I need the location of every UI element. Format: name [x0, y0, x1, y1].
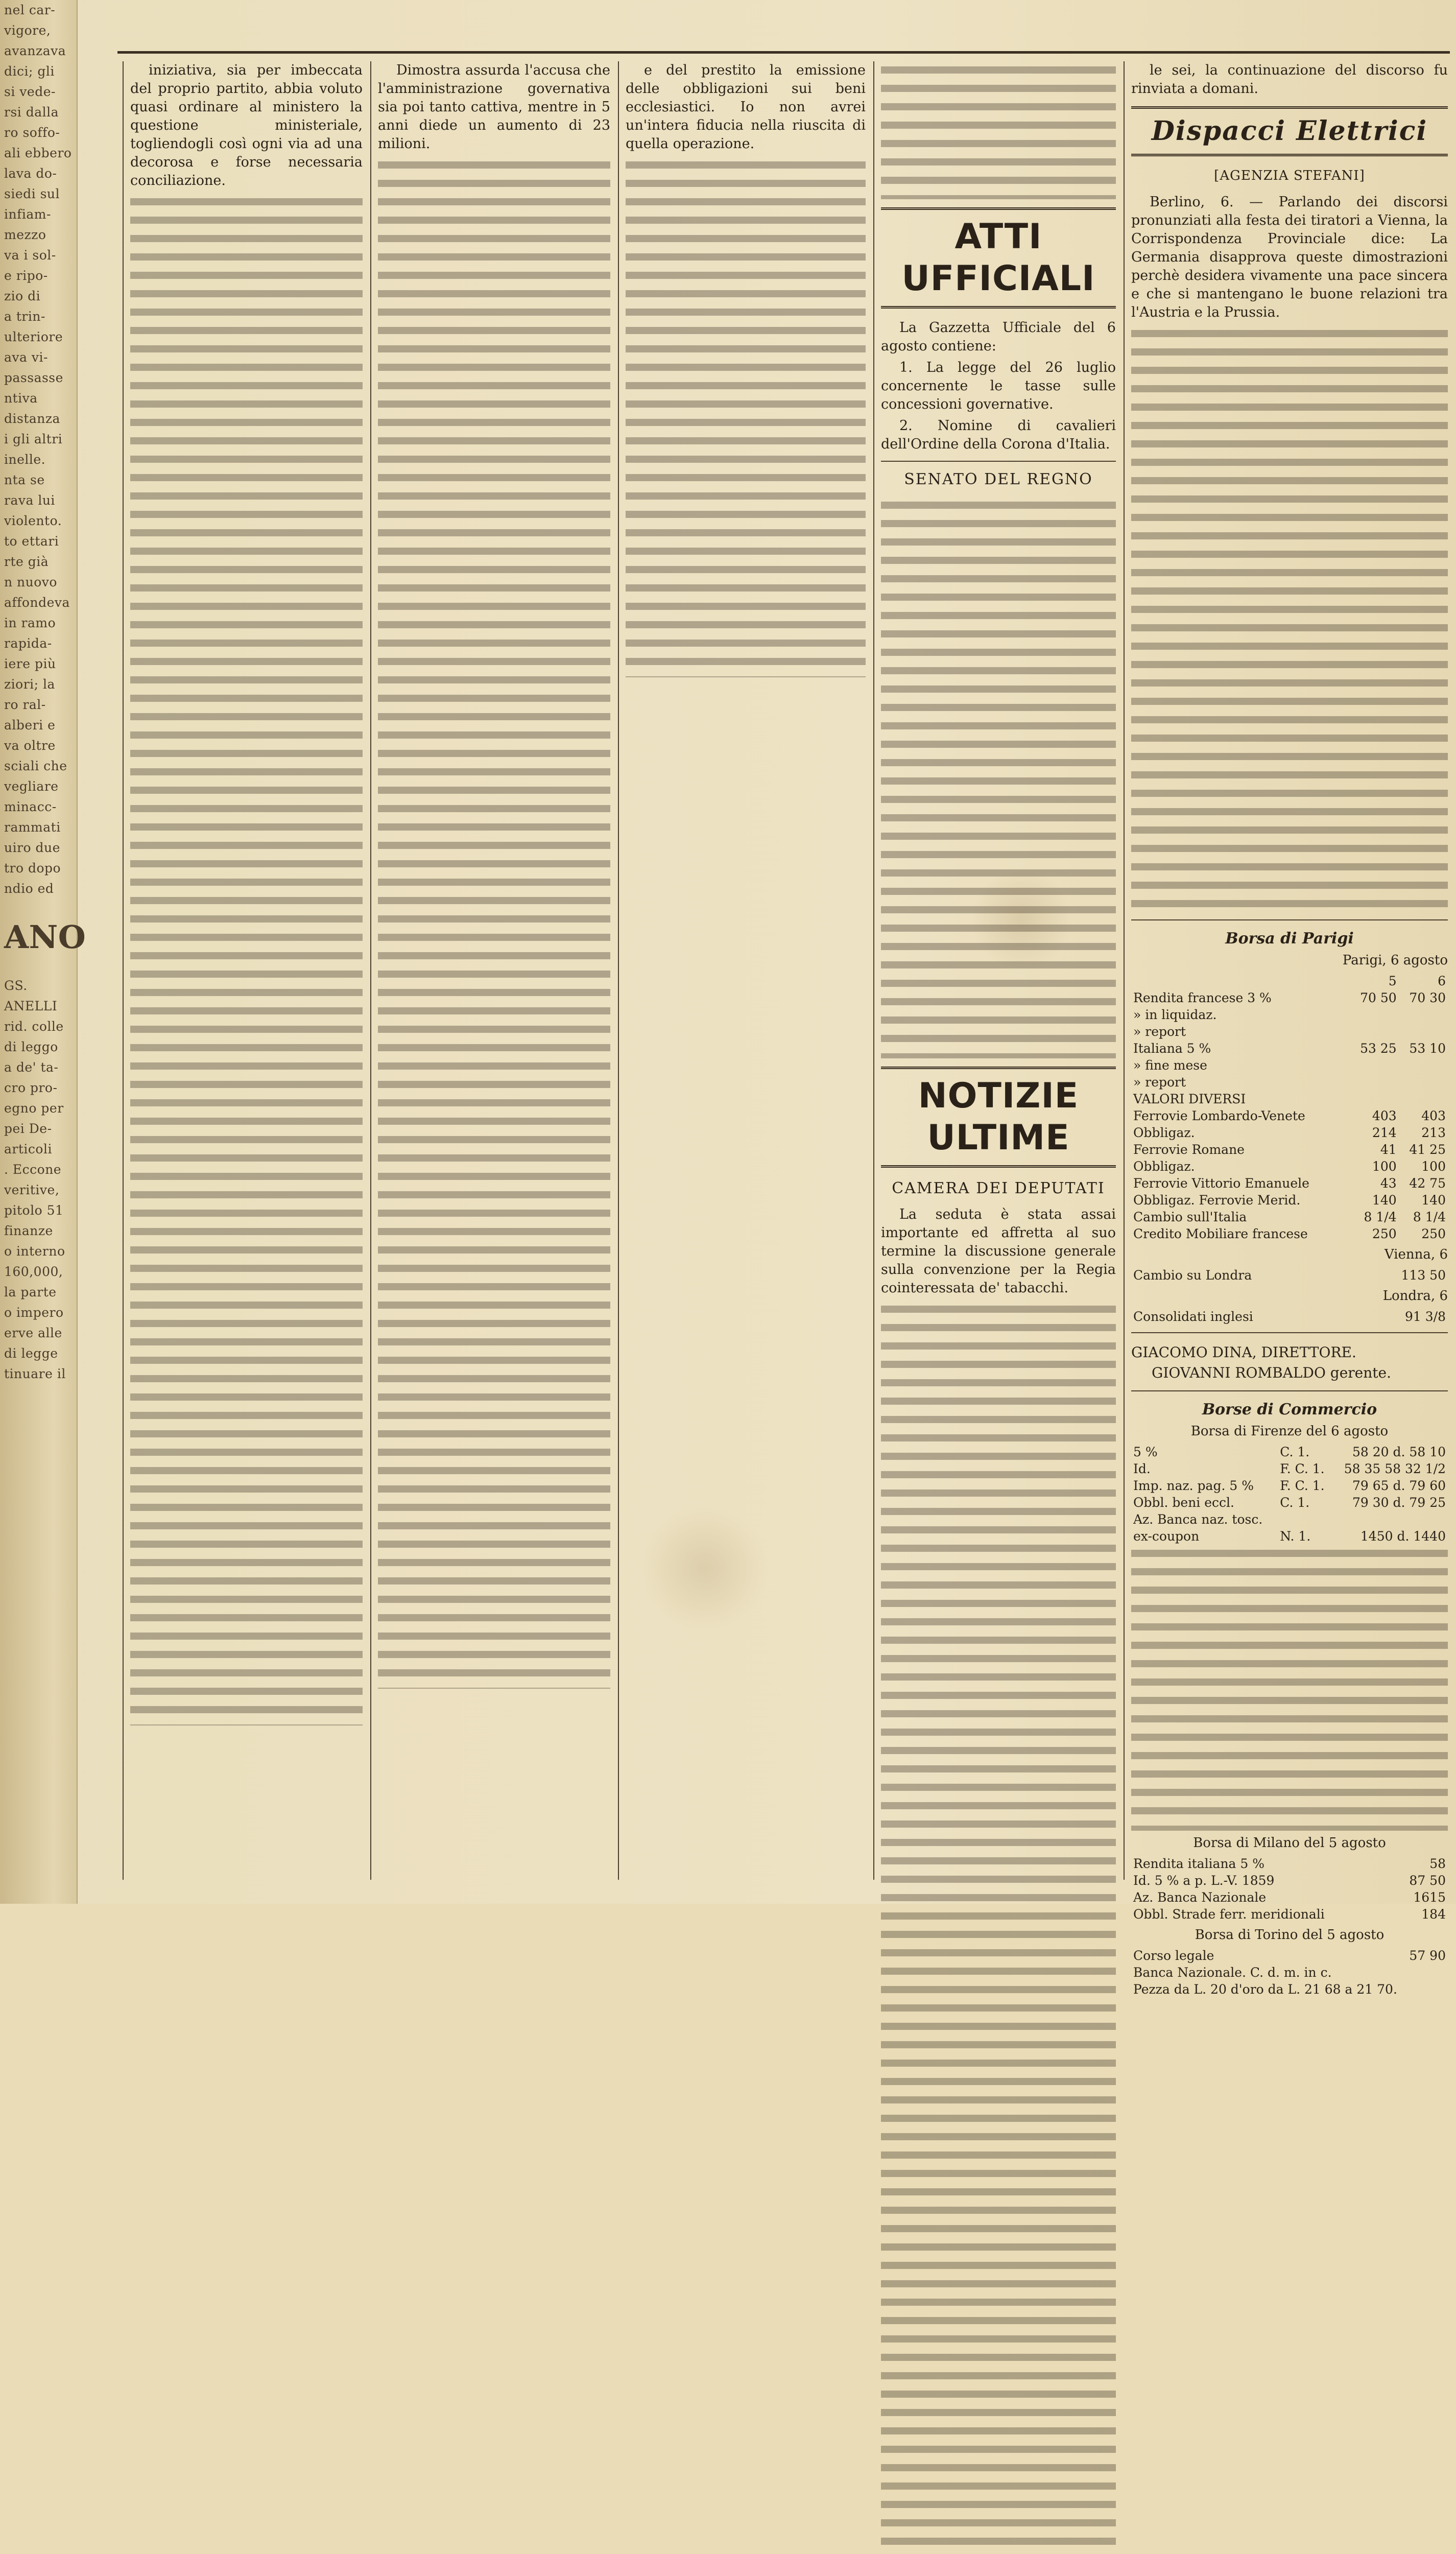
cambio-value: 113 50	[1401, 1268, 1446, 1283]
spine-masthead-fragment: ANO	[4, 918, 86, 956]
spine-fragment: ndio ed	[4, 881, 54, 896]
consolidati-table	[1131, 1308, 1448, 1325]
spine-fragment: in ramo	[4, 616, 56, 630]
parigi-value-5	[1349, 1057, 1398, 1074]
parigi-value-5: 43	[1380, 1176, 1397, 1191]
spine-fragment: siedi sul	[4, 186, 60, 201]
parigi-row	[1131, 1141, 1448, 1158]
spine-fragment: ulteriore	[4, 329, 63, 344]
londra-date: Londra, 6	[1382, 1288, 1448, 1304]
parigi-value-5: 250	[1372, 1226, 1397, 1241]
parigi-value-6: 140	[1421, 1193, 1446, 1208]
firenze-value: 79 65 d. 79 60	[1352, 1478, 1446, 1493]
firenze-label: Id.	[1133, 1461, 1151, 1476]
column-4-top-text	[881, 61, 1116, 199]
spine-fragment: tro dopo	[4, 861, 61, 876]
spine-fragment: violento.	[4, 513, 62, 528]
column-3-body-text	[626, 156, 866, 677]
atti-intro: La Gazzetta Ufficiale del 6 agosto contiene:	[881, 320, 1116, 354]
spine-fragment: passasse	[4, 370, 63, 385]
milano-row	[1131, 1906, 1448, 1923]
agency-label: [AGENZIA STEFANI]	[1214, 168, 1365, 183]
spine-fragment: zio di	[4, 289, 41, 303]
milano-row	[1131, 1889, 1448, 1906]
cambio-label: Cambio su Londra	[1133, 1268, 1252, 1283]
spine-fragments-2	[0, 976, 77, 1384]
spine-fragment: minacc-	[4, 799, 57, 814]
spine-fragment: sciali che	[4, 759, 67, 773]
parigi-row	[1131, 1175, 1448, 1192]
borse-commercio-heading: Borse di Commercio	[1202, 1401, 1377, 1418]
parigi-label: » report	[1133, 1075, 1186, 1090]
firenze-label: ex-coupon	[1133, 1529, 1200, 1544]
firenze-row	[1131, 1460, 1448, 1477]
firenze-row	[1131, 1494, 1448, 1511]
parigi-label: Rendita francese 3 %	[1133, 990, 1272, 1005]
firenze-type: C. 1.	[1280, 1495, 1310, 1510]
column-3	[626, 61, 866, 1880]
torino-value	[1406, 1964, 1448, 1981]
column-rule	[618, 61, 619, 1880]
spine-fragment: va i sol-	[4, 248, 56, 263]
parigi-row	[1131, 1192, 1448, 1209]
spine-fragment: inelle.	[4, 452, 46, 467]
spine-fragment: ANELLI	[4, 999, 58, 1013]
column-rule	[370, 61, 371, 1880]
spine-fragment: veritive,	[4, 1183, 60, 1197]
column-rule	[1124, 61, 1125, 1880]
spine-fragment: vegliare	[4, 779, 59, 794]
parigi-value-5: 214	[1372, 1125, 1397, 1140]
spine-fragment: la parte	[4, 1285, 57, 1299]
spine-fragment: GS.	[4, 978, 28, 993]
first-dispatch: Berlino, 6. — Parlando dei discorsi pronunziati alla festa dei tiratori a Vienna, la Corrispondenza Provinciale dice: La Germania disapprova queste dimostrazioni perchè desidera vivamente una pace sincera e che si mantengano le buone relazioni tra l'Austria e la Prussia.	[1131, 194, 1448, 320]
parigi-value-6	[1399, 1091, 1448, 1107]
left-page-edge	[0, 0, 86, 1904]
torino-row	[1131, 1947, 1448, 1964]
firenze-row	[1131, 1477, 1448, 1494]
firenze-type: F. C. 1.	[1280, 1461, 1325, 1476]
parigi-label: Ferrovie Lombardo-Venete	[1133, 1108, 1305, 1123]
firenze-row	[1131, 1511, 1448, 1528]
parigi-value-5: 100	[1372, 1159, 1397, 1174]
firenze-value	[1331, 1511, 1448, 1528]
parigi-value-6: 213	[1421, 1125, 1446, 1140]
spine-fragment: va oltre	[4, 738, 56, 753]
director-name: GIACOMO DINA, DIRETTORE.	[1131, 1344, 1356, 1361]
firenze-row	[1131, 1528, 1448, 1545]
spine-fragment: ro soffo-	[4, 125, 60, 140]
spine-fragment: ziori; la	[4, 677, 55, 692]
milano-label: Id. 5 % a p. L.-V. 1859	[1133, 1873, 1275, 1888]
consolidati-row	[1131, 1308, 1448, 1325]
spine-fragment: si vede-	[4, 84, 56, 99]
parigi-row	[1131, 1006, 1448, 1023]
parigi-value-6: 403	[1421, 1108, 1446, 1123]
column-3-lead: e del prestito la emissione delle obbligazioni sui beni ecclesiastici. Io non avrei un'intera fiducia nella riuscita di quella operazione.	[626, 62, 866, 152]
spine-fragment: affondeva	[4, 595, 70, 610]
spine-fragment: e ripo-	[4, 268, 48, 283]
spine-fragment: nel car-	[4, 3, 56, 17]
parigi-label: » fine mese	[1133, 1058, 1207, 1073]
milano-header: Borsa di Milano del 5 agosto	[1193, 1835, 1386, 1851]
spine-fragment: finanze	[4, 1223, 53, 1238]
firenze-type: F. C. 1.	[1280, 1478, 1325, 1493]
parigi-row	[1131, 1091, 1448, 1107]
camera-body-text	[881, 1300, 1116, 2554]
borsa-parigi-heading: Borsa di Parigi	[1225, 930, 1354, 948]
dispatches-body-text	[1131, 325, 1448, 912]
parigi-row	[1131, 1107, 1448, 1124]
parigi-days-row	[1131, 973, 1448, 989]
torino-table	[1131, 1947, 1448, 1998]
firenze-label: Obbl. beni eccl.	[1133, 1495, 1234, 1510]
torino-value	[1406, 1981, 1448, 1998]
parigi-value-6: 70 30	[1409, 990, 1446, 1005]
column-5-lead: le sei, la continuazione del discorso fu rinviata a domani.	[1131, 62, 1448, 97]
spine-fragment: n nuovo	[4, 575, 57, 589]
spine-fragment: egno per	[4, 1101, 64, 1116]
parigi-value-6	[1399, 1006, 1448, 1023]
milano-row	[1131, 1872, 1448, 1889]
torino-header: Borsa di Torino del 5 agosto	[1195, 1927, 1385, 1943]
parigi-day-2: 6	[1438, 974, 1446, 988]
firenze-table	[1131, 1444, 1448, 1545]
spine-fragment: a de' ta-	[4, 1060, 59, 1075]
spine-fragment: . Eccone	[4, 1162, 62, 1177]
parigi-value-5	[1349, 1006, 1398, 1023]
spine-fragment: o impero	[4, 1305, 64, 1320]
torino-row	[1131, 1964, 1448, 1981]
parigi-value-5: 140	[1372, 1193, 1397, 1208]
spine-fragment: vigore,	[4, 23, 51, 38]
column-2-lead: Dimostra assurda l'accusa che l'amministrazione governativa sia poi tanto cattiva, mentre in 5 anni diede un aumento di 23 milioni.	[378, 62, 610, 152]
torino-label: Banca Nazionale. C. d. m. in c.	[1133, 1965, 1332, 1980]
parigi-row	[1131, 1040, 1448, 1057]
milano-table	[1131, 1855, 1448, 1923]
dispacci-heading: Dispacci Elettrici	[1131, 106, 1448, 156]
parigi-value-5	[1349, 1023, 1398, 1040]
parigi-row	[1131, 989, 1448, 1006]
column-rule	[873, 61, 874, 1880]
parigi-value-6: 53 10	[1409, 1041, 1446, 1056]
parigi-label: » in liquidaz.	[1133, 1007, 1217, 1022]
notizie-ultime-heading: NOTIZIE ULTIME	[881, 1067, 1116, 1168]
parigi-label: Obbligaz.	[1133, 1159, 1195, 1174]
spine-fragment: ro ral-	[4, 697, 46, 712]
parigi-date: Parigi, 6 agosto	[1342, 953, 1448, 968]
milano-value: 1615	[1413, 1890, 1446, 1905]
parigi-label: Credito Mobiliare francese	[1133, 1226, 1308, 1241]
spine-fragment: ntiva	[4, 391, 38, 406]
firenze-type	[1278, 1511, 1331, 1528]
parigi-value-6: 250	[1421, 1226, 1446, 1241]
firenze-row	[1131, 1444, 1448, 1460]
cambio-row	[1131, 1267, 1448, 1284]
spine-fragment: rsi dalla	[4, 105, 59, 120]
spine-fragment: i gli altri	[4, 432, 63, 446]
spine-fragment: 160,000,	[4, 1264, 63, 1279]
parigi-label: Obbligaz.	[1133, 1125, 1195, 1140]
column-1-lead: iniziativa, sia per imbeccata del proprio partito, abbia voluto quasi ordinare al ministero la questione ministeriale, togliendogli così ogni via ad una decorosa e forse necessaria conciliazione.	[130, 62, 363, 188]
spine-fragment: di leggo	[4, 1039, 58, 1054]
spine-fragment: dici; gli	[4, 64, 55, 79]
spine-fragment: di legge	[4, 1346, 58, 1361]
parigi-value-5	[1349, 1074, 1398, 1091]
firenze-label: 5 %	[1133, 1445, 1158, 1459]
torino-row	[1131, 1981, 1448, 1998]
spine-fragment: lava do-	[4, 166, 57, 181]
column-5	[1131, 61, 1448, 1997]
top-rule	[117, 51, 1450, 54]
london-exchange	[1131, 1267, 1448, 1284]
column-1-body-text	[130, 193, 363, 1725]
consolidati-label: Consolidati inglesi	[1133, 1309, 1253, 1324]
section-separator	[1131, 919, 1448, 920]
section-separator	[881, 461, 1116, 462]
senato-body-text	[881, 496, 1116, 1058]
spine-fragment: uiro due	[4, 840, 60, 855]
spine-fragment: cro pro-	[4, 1080, 58, 1095]
spine-fragment: mezzo	[4, 227, 46, 242]
spine-fragment: rte già	[4, 554, 49, 569]
firenze-value: 79 30 d. 79 25	[1352, 1495, 1446, 1510]
spine-fragment: rapida-	[4, 636, 52, 651]
firenze-label: Imp. naz. pag. 5 %	[1133, 1478, 1254, 1493]
spine-fragment: nta se	[4, 472, 45, 487]
firenze-type: C. 1.	[1280, 1445, 1310, 1459]
spine-fragment: erve alle	[4, 1326, 62, 1340]
atti-item-2: 2. Nomine di cavalieri dell'Ordine della Corona d'Italia.	[881, 418, 1116, 452]
firenze-label: Az. Banca naz. tosc.	[1133, 1512, 1263, 1527]
spine-fragment: infiam-	[4, 207, 51, 222]
parigi-label: Obbligaz. Ferrovie Merid.	[1133, 1193, 1301, 1208]
parigi-row	[1131, 1158, 1448, 1175]
parigi-table	[1131, 973, 1448, 1242]
firenze-type: N. 1.	[1280, 1529, 1311, 1544]
parigi-value-6: 41 25	[1409, 1142, 1446, 1157]
milano-row	[1131, 1855, 1448, 1872]
spine-fragment: to ettari	[4, 534, 59, 549]
milano-label: Obbl. Strade ferr. meridionali	[1133, 1907, 1325, 1922]
parigi-label: Italiana 5 %	[1133, 1041, 1211, 1056]
parigi-row	[1131, 1057, 1448, 1074]
camera-heading: CAMERA DEI DEPUTATI	[892, 1179, 1105, 1197]
section-separator	[1131, 1390, 1448, 1391]
parigi-label: Cambio sull'Italia	[1133, 1210, 1247, 1224]
manager-name: GIOVANNI ROMBALDO gerente.	[1152, 1364, 1391, 1381]
parigi-row	[1131, 1225, 1448, 1242]
parigi-row	[1131, 1023, 1448, 1040]
spine-fragment: ali ebbero	[4, 146, 72, 160]
column-2	[378, 61, 610, 1880]
parigi-row	[1131, 1074, 1448, 1091]
spine-fragment: distanza	[4, 411, 60, 426]
torino-label: Pezza da L. 20 d'oro da L. 21 68 a 21 70.	[1133, 1982, 1397, 1997]
milano-value: 58	[1429, 1856, 1446, 1871]
firenze-more-rows	[1131, 1545, 1448, 1831]
parigi-value-5: 403	[1372, 1108, 1397, 1123]
firenze-value: 58 20 d. 58 10	[1352, 1445, 1446, 1459]
parigi-value-6: 42 75	[1409, 1176, 1446, 1191]
column-4	[881, 61, 1116, 1880]
parigi-label: » report	[1133, 1024, 1186, 1039]
parigi-value-6: 8 1/4	[1413, 1210, 1446, 1224]
spine-fragment: alberi e	[4, 718, 56, 732]
spine-fragment: a trin-	[4, 309, 45, 324]
column-1	[130, 61, 363, 1880]
milano-value: 184	[1421, 1907, 1446, 1922]
spine-fragment: rammati	[4, 820, 61, 835]
spine-fragments	[0, 0, 77, 899]
spine-fragment: pitolo 51	[4, 1203, 64, 1218]
spine-fragment: ava vi-	[4, 350, 48, 365]
parigi-label: Ferrovie Vittorio Emanuele	[1133, 1176, 1309, 1191]
firenze-header: Borsa di Firenze del 6 agosto	[1190, 1424, 1389, 1439]
atti-ufficiali-heading: ATTI UFFICIALI	[881, 207, 1116, 309]
firenze-value: 1450 d. 1440	[1360, 1529, 1446, 1544]
milano-value: 87 50	[1409, 1873, 1446, 1888]
spine-fragment: o interno	[4, 1244, 65, 1259]
vienna-date: Vienna, 6	[1384, 1247, 1448, 1262]
spine-fragment: articoli	[4, 1142, 52, 1156]
consolidati-value: 91 3/8	[1405, 1309, 1446, 1324]
spine-fragment: tinuare il	[4, 1366, 66, 1381]
spine-fragment: iere più	[4, 656, 56, 671]
parigi-label: Ferrovie Romane	[1133, 1142, 1245, 1157]
parigi-value-6: 100	[1421, 1159, 1446, 1174]
parigi-row	[1131, 1124, 1448, 1141]
milano-label: Az. Banca Nazionale	[1133, 1890, 1267, 1905]
milano-label: Rendita italiana 5 %	[1133, 1856, 1265, 1871]
parigi-value-6	[1399, 1057, 1448, 1074]
parigi-value-5: 8 1/4	[1364, 1210, 1397, 1224]
spine-fragment: avanzava	[4, 43, 66, 58]
parigi-value-6	[1399, 1023, 1448, 1040]
parigi-value-5	[1349, 1091, 1398, 1107]
spine-fragment: pei De-	[4, 1121, 52, 1136]
torino-label: Corso legale	[1133, 1948, 1214, 1963]
parigi-value-6	[1399, 1074, 1448, 1091]
senato-heading: SENATO DEL REGNO	[904, 470, 1093, 488]
parigi-value-5: 41	[1380, 1142, 1397, 1157]
parigi-day-1: 5	[1388, 974, 1397, 988]
parigi-value-5: 70 50	[1360, 990, 1397, 1005]
column-2-body-text	[378, 156, 610, 1689]
parigi-value-5: 53 25	[1360, 1041, 1397, 1056]
camera-lead: La seduta è stata assai importante ed affretta al suo termine la discussione generale sulla convenzione per la Regia cointeressata de' tabacchi.	[881, 1207, 1116, 1296]
column-rule	[123, 61, 124, 1880]
parigi-label: VALORI DIVERSI	[1133, 1092, 1246, 1106]
firenze-value: 58 35 58 32 1/2	[1344, 1461, 1446, 1476]
torino-value: 57 90	[1409, 1948, 1446, 1963]
section-separator	[1131, 1332, 1448, 1333]
atti-item-1: 1. La legge del 26 luglio concernente le tasse sulle concessioni governative.	[881, 360, 1116, 412]
parigi-row	[1131, 1209, 1448, 1225]
spine-fragment: rid. colle	[4, 1019, 64, 1034]
spine-fragment: rava lui	[4, 493, 55, 508]
